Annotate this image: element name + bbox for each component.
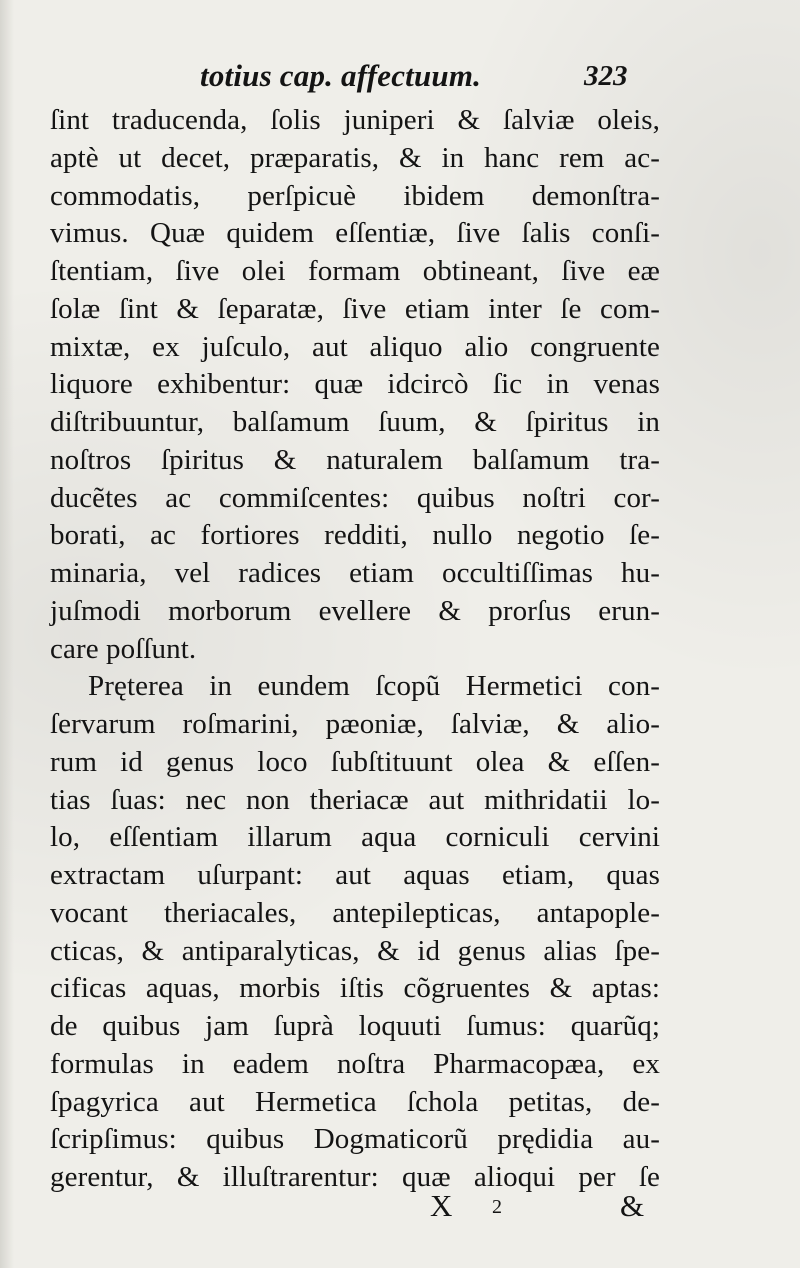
- text-line: minaria, vel radices etiam occultiſſimas hu-: [50, 557, 660, 589]
- page-number: 323: [584, 60, 628, 92]
- page-footer: [0, 1188, 800, 1228]
- text-line: ſpagyrica aut Hermetica ſchola petitas, de-: [50, 1085, 660, 1118]
- text-line-paragraph-start: Pręterea in eundem ſcopũ Hermetici con-: [88, 670, 660, 703]
- text-line: aptè ut decet, præparatis, & in hanc rem ac-: [50, 141, 660, 174]
- text-line: diſtribuuntur, balſamum ſuum, & ſpiritus in: [50, 406, 660, 438]
- text-line: ſint traducenda, ſolis juniperi & ſalviæ oleis,: [50, 104, 660, 136]
- page-gutter-shadow: [0, 0, 14, 1268]
- signature-mark: X: [430, 1188, 453, 1223]
- text-line: ſcripſimus: quibus Dogmaticorũ prędidia au-: [50, 1123, 660, 1156]
- text-line: extractam uſurpant: aut aquas etiam, quas: [50, 859, 660, 891]
- text-line: noſtros ſpiritus & naturalem balſamum tra-: [50, 443, 660, 476]
- text-line: de quibus jam ſuprà loquuti ſumus: quarũq;: [50, 1010, 660, 1042]
- text-line: vimus. Quæ quidem eſſentiæ, ſive ſalis conſi-: [50, 217, 660, 250]
- signature-number: 2: [492, 1196, 502, 1218]
- text-line: vocant theriacales, antepilepticas, antapople-: [50, 896, 660, 929]
- running-head: [0, 52, 800, 96]
- text-line: ſervarum roſmarini, pæoniæ, ſalviæ, & alio-: [50, 708, 660, 740]
- text-line: ducẽtes ac commiſcentes: quibus noſtri cor-: [50, 481, 660, 514]
- text-line: tias ſuas: nec non theriacæ aut mithridatii lo-: [50, 783, 660, 816]
- text-line-paragraph-end: care poſſunt.: [50, 632, 197, 665]
- text-line: ſolæ ſint & ſeparatæ, ſive etiam inter ſe com-: [50, 292, 660, 325]
- text-line: mixtæ, ex juſculo, aut aliquo alio congruente: [50, 330, 660, 363]
- text-line: ſtentiam, ſive olei formam obtineant, ſive eæ: [50, 255, 660, 287]
- text-line: borati, ac fortiores redditi, nullo negotio ſe-: [50, 519, 660, 552]
- text-line: lo, eſſentiam illarum aqua corniculi cervini: [50, 821, 660, 854]
- text-line: rum id genus loco ſubſtituunt olea & eſſen-: [50, 745, 660, 778]
- catchword: &: [620, 1188, 645, 1223]
- text-line: liquore exhibentur: quæ idcircò ſic in venas: [50, 368, 660, 401]
- text-line: commodatis, perſpicuè ibidem demonſtra-: [50, 179, 660, 212]
- text-line: cticas, & antiparalyticas, & id genus alias ſpe-: [50, 934, 660, 967]
- text-line: juſmodi morborum evellere & prorſus erun-: [50, 594, 660, 627]
- running-title: totius cap. affectuum.: [200, 58, 482, 93]
- body-text: [50, 102, 660, 1197]
- text-line: gerentur, & illuſtrarentur: quæ alioqui per ſe: [50, 1161, 660, 1193]
- text-line: cificas aquas, morbis iſtis cõgruentes & aptas:: [50, 972, 660, 1005]
- text-line: formulas in eadem noſtra Pharmacopæa, ex: [50, 1047, 660, 1080]
